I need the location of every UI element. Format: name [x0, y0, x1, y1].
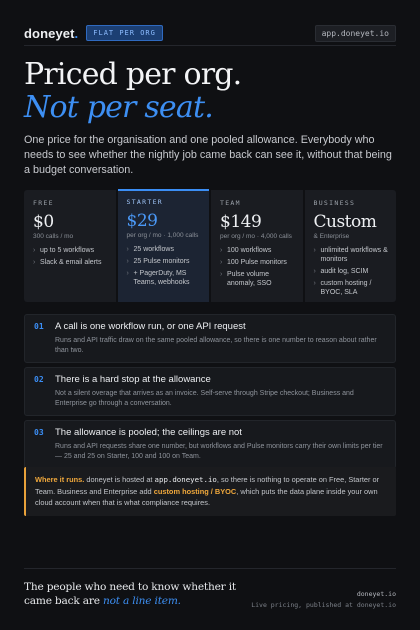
plan-meta: per org / mo · 1,000 calls	[126, 232, 199, 239]
point-title: The allowance is pooled; the ceilings are not	[55, 427, 242, 438]
plan-feature: › up to 5 workflows	[33, 246, 108, 255]
callout-text: , which puts the data plane inside your own cloud account when that is what compliance requires.	[35, 486, 378, 507]
list-item	[24, 367, 396, 416]
plan-features	[220, 246, 295, 288]
point-number: 02	[34, 375, 44, 384]
point-body: Not a silent overage that arrives as an invoice. Self-serve through Stripe checkout; Business and Enterprise go through a conversation.	[55, 390, 354, 407]
app-domain-chip[interactable]: app.doneyet.io	[315, 25, 396, 42]
callout-text: doneyet is hosted at	[84, 475, 155, 484]
header	[24, 22, 396, 44]
callout-highlight: custom hosting / BYOC	[153, 486, 237, 496]
plan-features	[33, 246, 108, 267]
point-title: There is a hard stop at the allowance	[55, 374, 211, 385]
plan-feature: › 100 workflows	[220, 246, 295, 255]
pricing-plans	[24, 190, 396, 302]
plan-price: $29	[126, 211, 158, 231]
footer-quote-emphasis: not a line item.	[102, 594, 181, 607]
brand-logo[interactable]	[24, 26, 78, 41]
plan-price: $149	[220, 212, 262, 232]
plan-features	[127, 245, 202, 287]
hero-lede: One price for the organisation and one pooled allowance. Everybody who needs to see whether the nightly job came back can see it, without that being a budget conversation.	[24, 134, 392, 176]
callout-text: , so there is nothing to operate on Free, Starter or Team. Business and Enterprise add	[35, 475, 380, 496]
footer-domain-link[interactable]: doneyet.io	[356, 590, 396, 598]
plan-name: BUSINESS	[313, 199, 356, 207]
plan-name: FREE	[33, 199, 54, 207]
plan-name: STARTER	[126, 198, 163, 206]
plan-feature: › unlimited workflows & monitors	[314, 246, 389, 264]
plan-card-team[interactable]	[211, 190, 303, 302]
hero-title: Priced per org.	[24, 57, 242, 92]
plan-model-badge: FLAT PER ORG	[86, 25, 163, 41]
plan-name: TEAM	[220, 199, 241, 207]
plan-feature: › Slack & email alerts	[33, 258, 108, 267]
brand-dot: .	[74, 25, 79, 41]
pricing-rules-list	[24, 314, 396, 473]
plan-price: $0	[33, 212, 54, 232]
list-item	[24, 314, 396, 363]
footer-quote-text: The people who need to know whether it came back are	[24, 581, 236, 607]
plan-meta: & Enterprise	[313, 233, 350, 240]
plan-feature: › 25 workflows	[127, 245, 202, 254]
footer-meta	[251, 590, 396, 609]
plan-feature: › + PagerDuty, MS Teams, webhooks	[127, 269, 202, 287]
plan-card-starter[interactable]	[118, 189, 210, 302]
plan-feature: › Pulse volume anomaly, SSO	[220, 270, 295, 288]
callout-lead: Where it runs.	[35, 475, 85, 484]
plan-feature: › audit log, SCIM	[314, 267, 389, 276]
header-divider	[24, 45, 396, 46]
plan-feature: › 100 Pulse monitors	[220, 258, 295, 267]
plan-card-free[interactable]	[24, 190, 116, 302]
plan-card-business[interactable]	[305, 190, 397, 302]
list-item	[24, 420, 396, 469]
callout-domain: app.doneyet.io	[154, 475, 217, 484]
point-title: A call is one workflow run, or one API request	[55, 321, 246, 332]
plan-feature: › 25 Pulse monitors	[127, 257, 202, 266]
footer-note: Live pricing, published at doneyet.io	[251, 601, 396, 609]
point-number: 01	[34, 322, 44, 331]
plan-meta: per org / mo · 4,000 calls	[220, 233, 292, 240]
hero-subtitle: Not per seat.	[24, 90, 213, 125]
point-body: Runs and API requests share one number, but workflows and Pulse monitors carry their own limits per tier — 25 and 25 on Starter, 100 and 100 on Team.	[55, 443, 383, 460]
plan-price: Custom	[313, 212, 377, 232]
point-number: 03	[34, 428, 44, 437]
footer-quote	[24, 581, 244, 608]
plan-meta: 300 calls / mo	[33, 233, 74, 240]
plan-features	[314, 246, 389, 297]
hosting-callout	[24, 467, 396, 516]
point-body: Runs and API traffic draw on the same pooled allowance, so there is one number to reason about rather than two.	[55, 337, 377, 354]
plan-feature: › custom hosting / BYOC, SLA	[314, 279, 389, 297]
brand-name: doneyet	[24, 25, 75, 41]
footer-divider	[24, 568, 396, 569]
